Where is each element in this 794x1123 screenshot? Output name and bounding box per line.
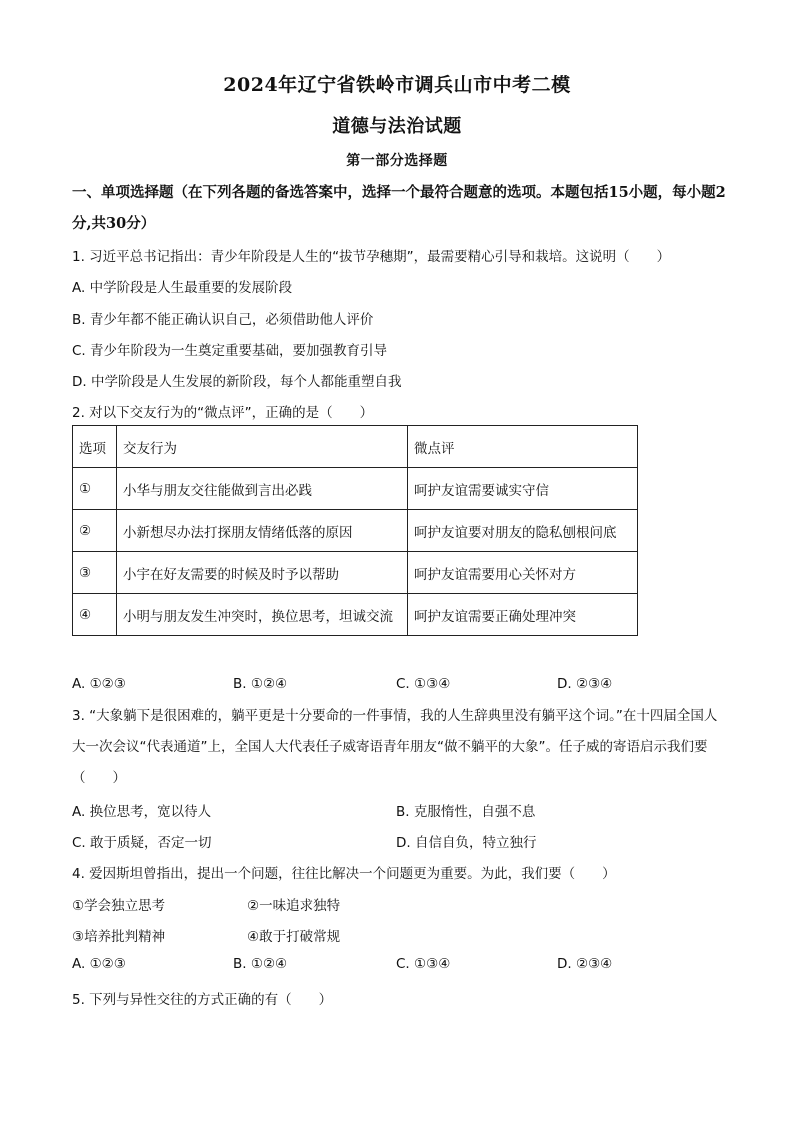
- table-row: [73, 594, 638, 636]
- table-cell: 呵护友谊要对朋友的隐私刨根问底: [408, 510, 638, 552]
- q4-item-2: ②一味追求独特: [247, 898, 341, 914]
- q4-item-3: ③培养批判精神: [72, 929, 166, 945]
- q1-option-c: C. 青少年阶段为一生奠定重要基础，要加强教育引导: [72, 343, 388, 359]
- q4-item-1: ①学会独立思考: [72, 898, 166, 914]
- table-cell: 呵护友谊需要用心关怀对方: [408, 552, 638, 594]
- q2-option-d: D. ②③④: [557, 676, 613, 692]
- table-header-cell: 选项: [73, 426, 117, 468]
- q1-stem: 1. 习近平总书记指出：青少年阶段是人生的“拔节孕穗期”，最需要精心引导和栽培。这说明（ ）: [72, 249, 671, 265]
- exam-title: 2024年辽宁省铁岭市调兵山市中考二模: [223, 74, 571, 96]
- section-heading: 一、单项选择题（在下列各题的备选答案中，选择一个最符合题意的选项。本题包括15小题，每小题2分,共30分）: [72, 184, 726, 232]
- q3-option-c: C. 敢于质疑，否定一切: [72, 835, 212, 851]
- q2-option-b: B. ①②④: [233, 676, 288, 692]
- exam-subject: 道德与法治试题: [332, 116, 462, 137]
- q2-table: [72, 425, 638, 636]
- q4-option-a: A. ①②③: [72, 956, 126, 972]
- q3-option-d: D. 自信自负，特立独行: [396, 835, 537, 851]
- table-row: [73, 510, 638, 552]
- q3-option-a: A. 换位思考，宽以待人: [72, 804, 212, 820]
- table-cell: ①: [73, 468, 117, 510]
- table-row: [73, 468, 638, 510]
- table-cell: ③: [73, 552, 117, 594]
- table-cell: 小明与朋友发生冲突时，换位思考，坦诚交流: [117, 594, 408, 636]
- q3-stem: 3. “大象躺下是很困难的，躺平更是十分要命的一件事情，我的人生辞典里没有躺平这个词。”在十四届全国人大一次会议“代表通道”上，全国人大代表任子威寄语青年朋友“做不躺平的大象”。任子威的寄语启示我们要（ ）: [72, 708, 718, 786]
- q2-option-a: A. ①②③: [72, 676, 126, 692]
- part-heading: 第一部分选择题: [346, 153, 448, 169]
- table-cell: ④: [73, 594, 117, 636]
- table-header-cell: 微点评: [408, 426, 638, 468]
- table-row: [73, 552, 638, 594]
- q4-option-d: D. ②③④: [557, 956, 613, 972]
- q4-option-c: C. ①③④: [396, 956, 451, 972]
- table-cell: 小宇在好友需要的时候及时予以帮助: [117, 552, 408, 594]
- q2-stem: 2. 对以下交友行为的“微点评”，正确的是（ ）: [72, 405, 374, 421]
- q1-option-d: D. 中学阶段是人生发展的新阶段，每个人都能重塑自我: [72, 374, 402, 390]
- table-cell: 小新想尽办法打探朋友情绪低落的原因: [117, 510, 408, 552]
- q1-option-a: A. 中学阶段是人生最重要的发展阶段: [72, 280, 293, 296]
- q3-option-b: B. 克服惰性，自强不息: [396, 804, 536, 820]
- q4-option-b: B. ①②④: [233, 956, 288, 972]
- table-header-cell: 交友行为: [117, 426, 408, 468]
- table-cell: 呵护友谊需要正确处理冲突: [408, 594, 638, 636]
- q2-option-c: C. ①③④: [396, 676, 451, 692]
- table-cell: ②: [73, 510, 117, 552]
- q4-item-4: ④敢于打破常规: [247, 929, 341, 945]
- table-header-row: [73, 426, 638, 468]
- table-cell: 小华与朋友交往能做到言出必践: [117, 468, 408, 510]
- table-cell: 呵护友谊需要诚实守信: [408, 468, 638, 510]
- q4-stem: 4. 爱因斯坦曾指出，提出一个问题，往往比解决一个问题更为重要。为此，我们要（ ）: [72, 866, 616, 882]
- q5-stem: 5. 下列与异性交往的方式正确的有（ ）: [72, 992, 333, 1008]
- q1-option-b: B. 青少年都不能正确认识自己，必须借助他人评价: [72, 312, 374, 328]
